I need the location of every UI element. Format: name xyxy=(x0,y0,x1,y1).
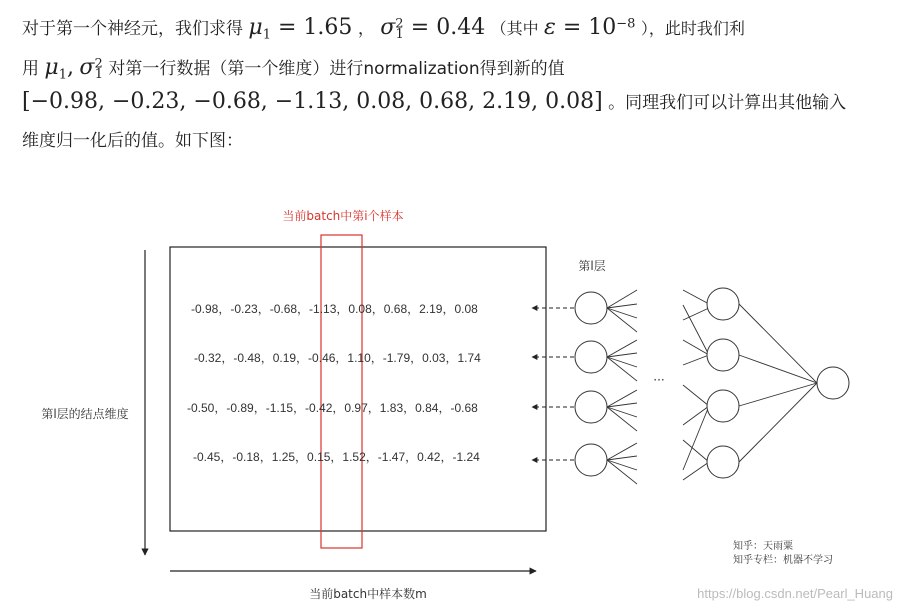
mu-subscript-2: 1 xyxy=(58,67,67,83)
sigma-superscript: 2 xyxy=(395,16,404,32)
sigma-superscript-2: 2 xyxy=(94,56,103,72)
mu-symbol-2: μ xyxy=(44,55,59,80)
y-axis-label: 第l层的结点维度 xyxy=(41,407,129,421)
epsilon-exponent: −8 xyxy=(616,16,636,32)
matrix-row-2: -0.32，-0.48，0.19，-0.46，1.10，-1.79，0.03，1.74 xyxy=(194,351,481,365)
sigma-value: = 0.44 xyxy=(403,15,486,40)
matrix-row-4: -0.45，-0.18，1.25，0.15，1.52，-1.47，0.42，-1.24 xyxy=(193,450,480,464)
layer-l-neurons xyxy=(575,292,607,476)
hidden-layer-neurons xyxy=(707,288,739,478)
watermark: https://blog.csdn.net/Pearl_Huang xyxy=(697,586,893,601)
sigma-subscript: 1 xyxy=(395,27,404,43)
paragraph-line-3 xyxy=(22,88,846,114)
text-l1-c: ），此时我们利 xyxy=(640,19,745,38)
sigma-symbol-2: σ xyxy=(79,55,95,80)
text-l1-a: 对于第一个神经元，我们求得 xyxy=(22,19,243,39)
mu-subscript: 1 xyxy=(262,27,271,43)
current-sample-label: 当前batch中第i个样本 xyxy=(282,209,404,223)
dashed-arrows xyxy=(532,308,574,460)
text-l3-b: 。同理我们可以计算出其他输入 xyxy=(608,93,847,113)
text-l1-b: （其中 xyxy=(490,19,539,38)
batch-norm-figure xyxy=(0,200,901,613)
footer-column: 知乎专栏：机器不学习 xyxy=(733,555,833,566)
paragraph-line-2: 用 $\mu_1$, $\sigma^2_1$ 对第一行数据（第一个维度）进行normalization得到新的值 xyxy=(22,55,565,83)
text-l2-a: 用 xyxy=(22,59,39,79)
layer-label: 第l层 xyxy=(578,259,606,273)
text-l4: 维度归一化后的值。如下图： xyxy=(22,131,243,151)
highlight-column xyxy=(321,235,362,548)
footer-zhihu: 知乎：天雨粟 xyxy=(733,541,793,552)
ellipsis: ··· xyxy=(653,373,665,387)
sigma-symbol: σ xyxy=(380,15,396,40)
normalized-vector: [−0.98, −0.23, −0.68, −1.13, 0.08, 0.68, 2.19, 0.08] xyxy=(22,89,603,114)
data-matrix-box xyxy=(170,247,546,531)
mu-symbol: μ xyxy=(248,15,263,40)
x-axis-label: 当前batch中样本数m xyxy=(309,587,427,601)
matrix-row-3: -0.50，-0.89，-1.15，-0.42，0.97，1.83，0.84，-0.68 xyxy=(187,401,478,415)
paragraph-line-1 xyxy=(22,14,745,42)
paragraph-line-4 xyxy=(22,126,243,151)
epsilon-symbol: ε xyxy=(544,15,556,40)
output-neuron xyxy=(817,367,849,399)
mu-value: = 1.65 xyxy=(271,15,353,40)
epsilon-value: = 10 xyxy=(555,15,617,40)
sigma-subscript-2: 1 xyxy=(94,67,103,83)
matrix-row-1: -0.98，-0.23，-0.68，-1.13，0.08，0.68，2.19，0.08 xyxy=(191,302,478,316)
text-l2-b: 对第一行数据（第一个维度）进行normalization得到新的值 xyxy=(108,59,565,79)
comma: ， xyxy=(357,19,375,39)
